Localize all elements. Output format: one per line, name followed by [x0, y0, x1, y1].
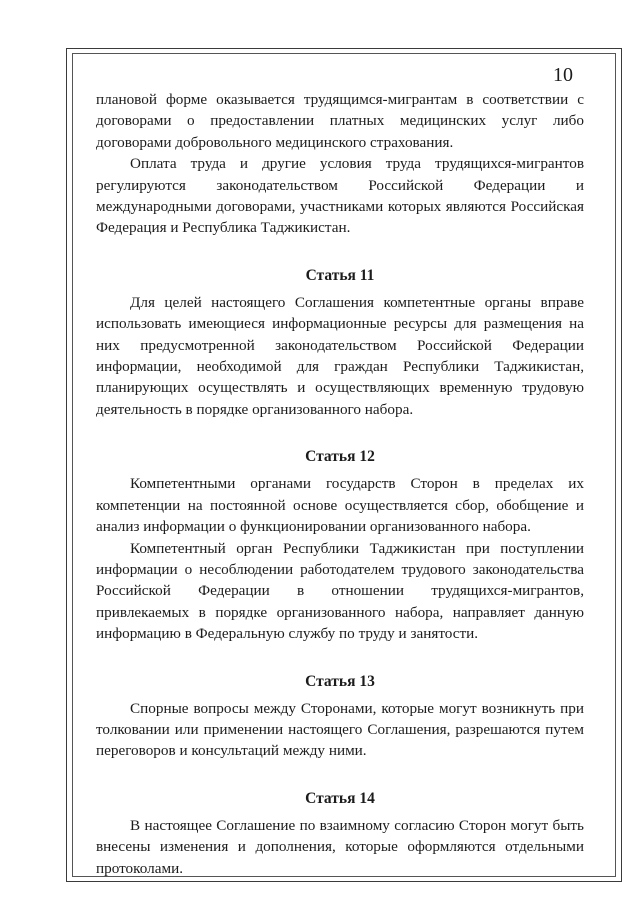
article-heading: Статья 14	[305, 789, 375, 807]
article-heading: Статья 12	[305, 448, 375, 466]
document-body	[96, 89, 584, 879]
article-heading: Статья 11	[305, 266, 375, 284]
article-heading: Статья 13	[305, 672, 375, 690]
page-number: 10	[553, 64, 573, 86]
paragraph: В настоящее Соглашение по взаимному согласию Сторон могут быть внесены изменения и дополнения, которые оформляются отдельными протоколами.	[96, 816, 584, 877]
paragraph: Компетентный орган Республики Таджикистан при поступлении информации о несоблюдении работодателем трудового законодательства Российской Федерации в отношении трудящихся-мигрантов, привлекаемых в порядке организованного набора, направляет данную информацию в Федеральную службу по труду и занятости.	[96, 539, 584, 643]
paragraph: Компетентными органами государств Сторон в пределах их компетенции на постоянной основе осуществляется сбор, обобщение и анализ информации о функционировании организованного набора.	[96, 475, 584, 536]
paragraph: плановой форме оказывается трудящимся-мигрантам в соответствии с договорами о предоставлении платных медицинских услуг либо договорами добровольного медицинского страхования.	[96, 91, 584, 151]
paragraph: Оплата труда и другие условия труда трудящихся-мигрантов регулируются законодательством Российской Федерации и международными договорами, участниками которых являются Российская Федерация и Республика Таджикистан.	[96, 155, 584, 237]
paragraph: Спорные вопросы между Сторонами, которые могут возникнуть при толковании или применении настоящего Соглашения, разрешаются путем переговоров и консультаций между ними.	[96, 699, 584, 760]
paragraph: Для целей настоящего Соглашения компетентные органы вправе использовать имеющиеся информационные ресурсы для размещения на них предусмотренной законодательством Российской Федерации информации, необходимой для граждан Республики Таджикистан, планирующих осуществлять и осуществляющих временную трудовую деятельность в порядке организованного набора.	[96, 293, 584, 418]
